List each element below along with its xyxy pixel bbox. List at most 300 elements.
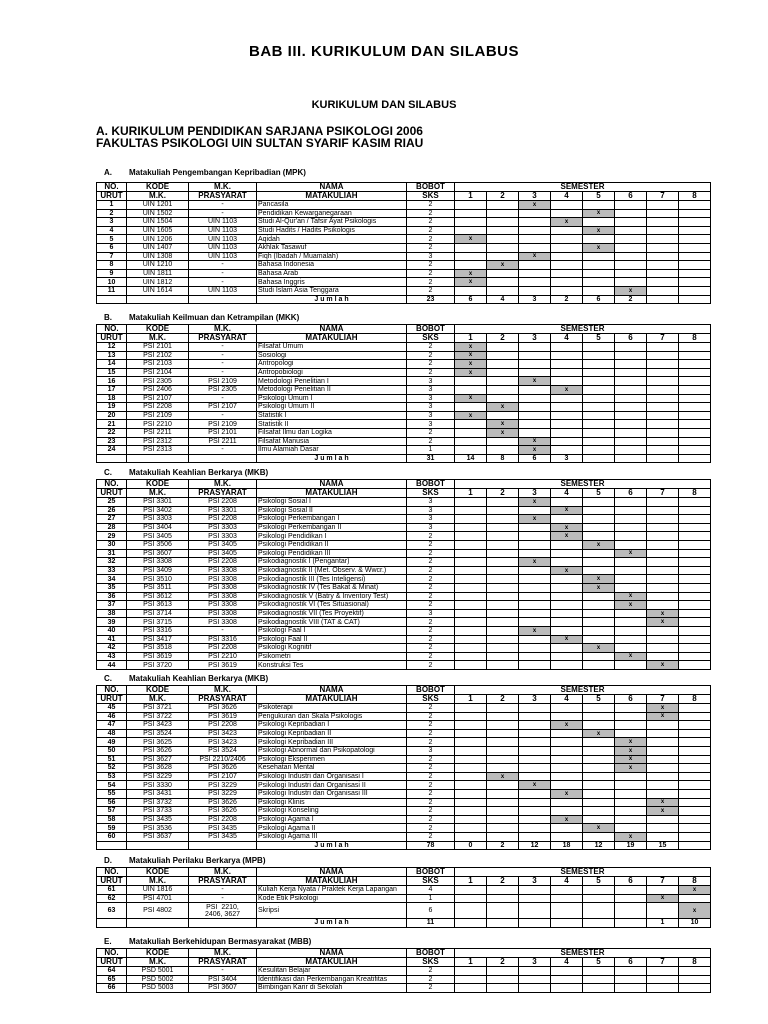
- section-letter: E.: [104, 937, 112, 946]
- row-number: 41: [97, 635, 127, 644]
- header-semester-7: 7: [647, 192, 679, 201]
- semester-cell: [551, 278, 583, 287]
- semester-cell: [455, 218, 487, 227]
- semester-mark: x: [647, 661, 679, 670]
- sum-semester: [679, 454, 711, 463]
- semester-cell: [583, 626, 615, 635]
- semester-cell: [583, 201, 615, 210]
- prerequisite: PSI 3405: [189, 540, 257, 549]
- semester-cell: [487, 540, 519, 549]
- prerequisite: PSI 3303: [189, 523, 257, 532]
- header-sks: SKS: [407, 695, 455, 704]
- prerequisite: -: [189, 626, 257, 635]
- credits: 2: [407, 721, 455, 730]
- heading-curriculum: A. KURIKULUM PENDIDIKAN SARJANA PSIKOLOGI 2006: [96, 124, 423, 138]
- semester-cell: [519, 704, 551, 713]
- semester-cell: [647, 652, 679, 661]
- semester-mark: x: [455, 351, 487, 360]
- credits: 3: [407, 252, 455, 261]
- semester-cell: [679, 235, 711, 244]
- semester-cell: [487, 729, 519, 738]
- semester-cell: [551, 428, 583, 437]
- semester-mark: x: [583, 824, 615, 833]
- semester-cell: [551, 618, 583, 627]
- semester-cell: [583, 360, 615, 369]
- semester-cell: [551, 601, 583, 610]
- semester-cell: [647, 411, 679, 420]
- table-row: [97, 437, 711, 446]
- credits: 2: [407, 755, 455, 764]
- row-number: 7: [97, 252, 127, 261]
- semester-mark: x: [455, 411, 487, 420]
- credits: 2: [407, 824, 455, 833]
- semester-cell: [487, 824, 519, 833]
- semester-cell: [487, 558, 519, 567]
- semester-mark: x: [519, 437, 551, 446]
- semester-cell: [455, 532, 487, 541]
- semester-cell: [519, 712, 551, 721]
- semester-cell: [487, 506, 519, 515]
- semester-cell: [455, 894, 487, 903]
- course-name: Psikodiagnostik II (Met. Observ. & Wwcr.): [257, 566, 407, 575]
- header-bobot: BOBOT: [407, 183, 455, 192]
- semester-cell: [551, 807, 583, 816]
- semester-cell: [455, 243, 487, 252]
- table-row: [97, 209, 711, 218]
- course-code: PSI 3627: [127, 755, 189, 764]
- semester-cell: [583, 377, 615, 386]
- course-code: PSI 3721: [127, 704, 189, 713]
- semester-cell: [487, 832, 519, 841]
- semester-cell: [487, 566, 519, 575]
- header-mk: M.K.: [127, 958, 189, 967]
- semester-cell: [551, 558, 583, 567]
- prerequisite: PSI 2208: [189, 644, 257, 653]
- semester-cell: [615, 498, 647, 507]
- credits: 1: [407, 446, 455, 455]
- header-no: NO.: [97, 949, 127, 958]
- course-name: Psikologi Umum II: [257, 403, 407, 412]
- course-code: PSI 3720: [127, 661, 189, 670]
- section-title: Matakuliah Perilaku Berkarya (MPB): [129, 856, 266, 865]
- course-name: Psikologi Konseling: [257, 807, 407, 816]
- semester-cell: [487, 351, 519, 360]
- semester-cell: [583, 652, 615, 661]
- course-code: UIN 1407: [127, 243, 189, 252]
- credits: 3: [407, 385, 455, 394]
- semester-cell: [551, 549, 583, 558]
- semester-cell: [551, 755, 583, 764]
- semester-cell: [487, 515, 519, 524]
- course-name: Psikologi Pendidikan III: [257, 549, 407, 558]
- header-semester-7: 7: [647, 695, 679, 704]
- table-row: [97, 738, 711, 747]
- semester-mark: x: [615, 652, 647, 661]
- header-bobot: BOBOT: [407, 949, 455, 958]
- semester-cell: [583, 815, 615, 824]
- semester-cell: [487, 746, 519, 755]
- credits: 1: [407, 894, 455, 903]
- semester-cell: [679, 609, 711, 618]
- header-semester-1: 1: [455, 192, 487, 201]
- prerequisite: -: [189, 446, 257, 455]
- credits: 2: [407, 261, 455, 270]
- curriculum-table: [96, 479, 711, 670]
- course-name: Psikologi Industri dan Organisasi I: [257, 772, 407, 781]
- table-row: [97, 549, 711, 558]
- semester-cell: [615, 583, 647, 592]
- header-semester-8: 8: [679, 958, 711, 967]
- prerequisite: PSI 3308: [189, 609, 257, 618]
- semester-cell: [551, 235, 583, 244]
- row-number: 3: [97, 218, 127, 227]
- semester-cell: [487, 738, 519, 747]
- semester-cell: [615, 894, 647, 903]
- semester-cell: [519, 967, 551, 976]
- header-semester-6: 6: [615, 958, 647, 967]
- prerequisite: UIN 1103: [189, 218, 257, 227]
- sum-semester: [647, 295, 679, 304]
- course-name: Psikologi Agama I: [257, 815, 407, 824]
- prerequisite: -: [189, 368, 257, 377]
- semester-cell: [615, 226, 647, 235]
- table-row: [97, 807, 711, 816]
- row-number: 61: [97, 886, 127, 895]
- semester-cell: [519, 218, 551, 227]
- semester-cell: [455, 755, 487, 764]
- semester-cell: [647, 549, 679, 558]
- semester-cell: [583, 903, 615, 919]
- semester-cell: [519, 235, 551, 244]
- row-number: 60: [97, 832, 127, 841]
- prerequisite: PSI 2109: [189, 420, 257, 429]
- header-matakuliah: MATAKULIAH: [257, 334, 407, 343]
- semester-mark: x: [615, 601, 647, 610]
- sum-row: [97, 295, 711, 304]
- table-row: [97, 532, 711, 541]
- table-row: [97, 506, 711, 515]
- course-name: Metodologi Penelitian II: [257, 385, 407, 394]
- course-code: UIN 1308: [127, 252, 189, 261]
- row-number: 64: [97, 967, 127, 976]
- table-row: [97, 635, 711, 644]
- semester-cell: [615, 515, 647, 524]
- semester-cell: [679, 261, 711, 270]
- header-urut: URUT: [97, 958, 127, 967]
- course-name: Kesulitan Belajar: [257, 967, 407, 976]
- header-prasyarat: M.K.: [189, 949, 257, 958]
- row-number: 35: [97, 583, 127, 592]
- header-kode: KODE: [127, 480, 189, 489]
- semester-cell: [455, 549, 487, 558]
- semester-cell: [647, 394, 679, 403]
- credits: 3: [407, 523, 455, 532]
- table-row: [97, 566, 711, 575]
- course-code: PSI 3423: [127, 721, 189, 730]
- prerequisite: PSI 3308: [189, 575, 257, 584]
- header-prasyarat: M.K.: [189, 686, 257, 695]
- semester-cell: [519, 886, 551, 895]
- semester-cell: [615, 243, 647, 252]
- credits: 2: [407, 209, 455, 218]
- table-row: [97, 269, 711, 278]
- semester-cell: [519, 385, 551, 394]
- semester-cell: [487, 243, 519, 252]
- course-name: Statistik I: [257, 411, 407, 420]
- semester-cell: [615, 269, 647, 278]
- header-semester-4: 4: [551, 334, 583, 343]
- semester-mark: x: [551, 721, 583, 730]
- prerequisite: -: [189, 209, 257, 218]
- semester-cell: [647, 226, 679, 235]
- header-prasyarat-2: PRASYARAT: [189, 695, 257, 704]
- semester-cell: [551, 772, 583, 781]
- course-name: Bimbingan Karir di Sekolah: [257, 984, 407, 993]
- credits: 2: [407, 815, 455, 824]
- semester-mark: x: [519, 558, 551, 567]
- semester-cell: [679, 618, 711, 627]
- row-number: 28: [97, 523, 127, 532]
- header-semester-8: 8: [679, 334, 711, 343]
- course-name: Psikodiagnostik VIII (TAT & CAT): [257, 618, 407, 627]
- credits: 2: [407, 437, 455, 446]
- semester-cell: [679, 704, 711, 713]
- semester-cell: [647, 343, 679, 352]
- semester-cell: [615, 252, 647, 261]
- sum-blank: [127, 919, 189, 928]
- table-row: [97, 218, 711, 227]
- semester-cell: [551, 394, 583, 403]
- header-semester-4: 4: [551, 958, 583, 967]
- semester-cell: [615, 781, 647, 790]
- semester-cell: [551, 984, 583, 993]
- semester-cell: [583, 764, 615, 773]
- semester-mark: x: [647, 712, 679, 721]
- section-letter: D.: [104, 856, 112, 865]
- sum-semester: 3: [551, 454, 583, 463]
- semester-cell: [679, 721, 711, 730]
- semester-cell: [551, 903, 583, 919]
- header-matakuliah: MATAKULIAH: [257, 695, 407, 704]
- semester-cell: [679, 764, 711, 773]
- credits: 2: [407, 661, 455, 670]
- semester-cell: [615, 411, 647, 420]
- semester-cell: [647, 738, 679, 747]
- semester-cell: [455, 286, 487, 295]
- semester-cell: [615, 278, 647, 287]
- semester-cell: [583, 235, 615, 244]
- row-number: 43: [97, 652, 127, 661]
- course-code: PSI 3612: [127, 592, 189, 601]
- credits: 3: [407, 609, 455, 618]
- row-number: 58: [97, 815, 127, 824]
- semester-cell: [679, 226, 711, 235]
- header-semester-1: 1: [455, 958, 487, 967]
- semester-cell: [551, 661, 583, 670]
- semester-mark: x: [615, 592, 647, 601]
- row-number: 31: [97, 549, 127, 558]
- semester-cell: [647, 523, 679, 532]
- semester-cell: [583, 549, 615, 558]
- sum-semester: 4: [487, 295, 519, 304]
- semester-cell: [519, 403, 551, 412]
- row-number: 21: [97, 420, 127, 429]
- semester-cell: [679, 218, 711, 227]
- row-number: 38: [97, 609, 127, 618]
- semester-cell: [679, 772, 711, 781]
- prerequisite: PSI 2305: [189, 385, 257, 394]
- semester-cell: [487, 592, 519, 601]
- course-code: PSI 2103: [127, 360, 189, 369]
- semester-cell: [519, 746, 551, 755]
- credits: 2: [407, 644, 455, 653]
- semester-cell: [615, 903, 647, 919]
- semester-cell: [679, 558, 711, 567]
- course-code: PSI 2312: [127, 437, 189, 446]
- table-row: [97, 712, 711, 721]
- semester-cell: [679, 498, 711, 507]
- table-row: [97, 824, 711, 833]
- prerequisite: PSI 2107: [189, 772, 257, 781]
- semester-cell: [519, 540, 551, 549]
- header-nama: NAMA: [257, 949, 407, 958]
- semester-cell: [583, 601, 615, 610]
- semester-cell: [647, 243, 679, 252]
- sum-label: J u m l a h: [257, 295, 407, 304]
- semester-cell: [551, 746, 583, 755]
- credits: 3: [407, 403, 455, 412]
- semester-cell: [583, 772, 615, 781]
- sum-row: [97, 841, 711, 850]
- table-row: [97, 975, 711, 984]
- course-code: PSI 2102: [127, 351, 189, 360]
- prerequisite: PSI 2210: [189, 652, 257, 661]
- semester-cell: [615, 575, 647, 584]
- header-sks: SKS: [407, 334, 455, 343]
- semester-cell: [487, 368, 519, 377]
- semester-cell: [583, 755, 615, 764]
- table-row: [97, 781, 711, 790]
- semester-cell: [551, 824, 583, 833]
- semester-cell: [583, 894, 615, 903]
- semester-mark: x: [583, 575, 615, 584]
- sum-semester: 8: [487, 454, 519, 463]
- course-name: Pancasila: [257, 201, 407, 210]
- table-row: [97, 583, 711, 592]
- semester-cell: [679, 540, 711, 549]
- semester-cell: [615, 729, 647, 738]
- semester-cell: [487, 437, 519, 446]
- semester-cell: [519, 764, 551, 773]
- prerequisite: PSI 2210, 2406, 3627: [189, 903, 257, 919]
- course-code: PSI 2313: [127, 446, 189, 455]
- course-name: Psikologi Klinis: [257, 798, 407, 807]
- header-urut: URUT: [97, 334, 127, 343]
- semester-cell: [679, 575, 711, 584]
- credits: 2: [407, 984, 455, 993]
- semester-cell: [551, 261, 583, 270]
- row-number: 25: [97, 498, 127, 507]
- course-code: PSI 3435: [127, 815, 189, 824]
- prerequisite: UIN 1103: [189, 235, 257, 244]
- course-code: PSI 3229: [127, 772, 189, 781]
- sum-blank: [189, 841, 257, 850]
- semester-cell: [679, 798, 711, 807]
- semester-mark: x: [647, 609, 679, 618]
- section-title: Matakuliah Keahlian Berkarya (MKB): [129, 468, 269, 477]
- semester-cell: [583, 566, 615, 575]
- table-row: [97, 235, 711, 244]
- prerequisite: PSI 2107: [189, 403, 257, 412]
- course-name: Psikologi Perkembangan II: [257, 523, 407, 532]
- semester-cell: [487, 609, 519, 618]
- semester-cell: [455, 626, 487, 635]
- semester-cell: [519, 261, 551, 270]
- credits: 2: [407, 738, 455, 747]
- semester-cell: [615, 712, 647, 721]
- course-code: PSI 3715: [127, 618, 189, 627]
- prerequisite: PSI 3619: [189, 661, 257, 670]
- table-row: [97, 343, 711, 352]
- prerequisite: PSI 3229: [189, 789, 257, 798]
- prerequisite: -: [189, 967, 257, 976]
- course-code: PSI 3417: [127, 635, 189, 644]
- semester-cell: [583, 721, 615, 730]
- semester-cell: [583, 798, 615, 807]
- course-name: Psikologi Kepribadian I: [257, 721, 407, 730]
- header-matakuliah: MATAKULIAH: [257, 958, 407, 967]
- row-number: 11: [97, 286, 127, 295]
- course-name: Pengukuran dan Skala Psikologis: [257, 712, 407, 721]
- sum-row: [97, 454, 711, 463]
- header-semester-7: 7: [647, 958, 679, 967]
- semester-cell: [519, 286, 551, 295]
- credits: 2: [407, 226, 455, 235]
- semester-cell: [615, 566, 647, 575]
- course-code: PSI 3431: [127, 789, 189, 798]
- semester-cell: [455, 201, 487, 210]
- semester-cell: [455, 729, 487, 738]
- semester-cell: [583, 975, 615, 984]
- semester-cell: [615, 523, 647, 532]
- semester-cell: [519, 789, 551, 798]
- credits: 2: [407, 360, 455, 369]
- section-title: Matakuliah Keahlian Berkarya (MKB): [129, 674, 269, 683]
- course-name: Antropologi: [257, 360, 407, 369]
- credits: 2: [407, 729, 455, 738]
- semester-cell: [487, 286, 519, 295]
- row-number: 20: [97, 411, 127, 420]
- semester-cell: [679, 209, 711, 218]
- header-bobot: BOBOT: [407, 868, 455, 877]
- header-semester-4: 4: [551, 489, 583, 498]
- semester-cell: [679, 252, 711, 261]
- semester-cell: [455, 661, 487, 670]
- sum-semester: 14: [455, 454, 487, 463]
- header-no: NO.: [97, 868, 127, 877]
- semester-cell: [583, 789, 615, 798]
- subtitle: KURIKULUM DAN SILABUS: [311, 99, 457, 111]
- credits: 2: [407, 807, 455, 816]
- semester-cell: [647, 815, 679, 824]
- semester-cell: [615, 385, 647, 394]
- semester-cell: [583, 609, 615, 618]
- semester-cell: [519, 772, 551, 781]
- row-number: 32: [97, 558, 127, 567]
- course-code: UIN 1605: [127, 226, 189, 235]
- semester-cell: [455, 377, 487, 386]
- row-number: 10: [97, 278, 127, 287]
